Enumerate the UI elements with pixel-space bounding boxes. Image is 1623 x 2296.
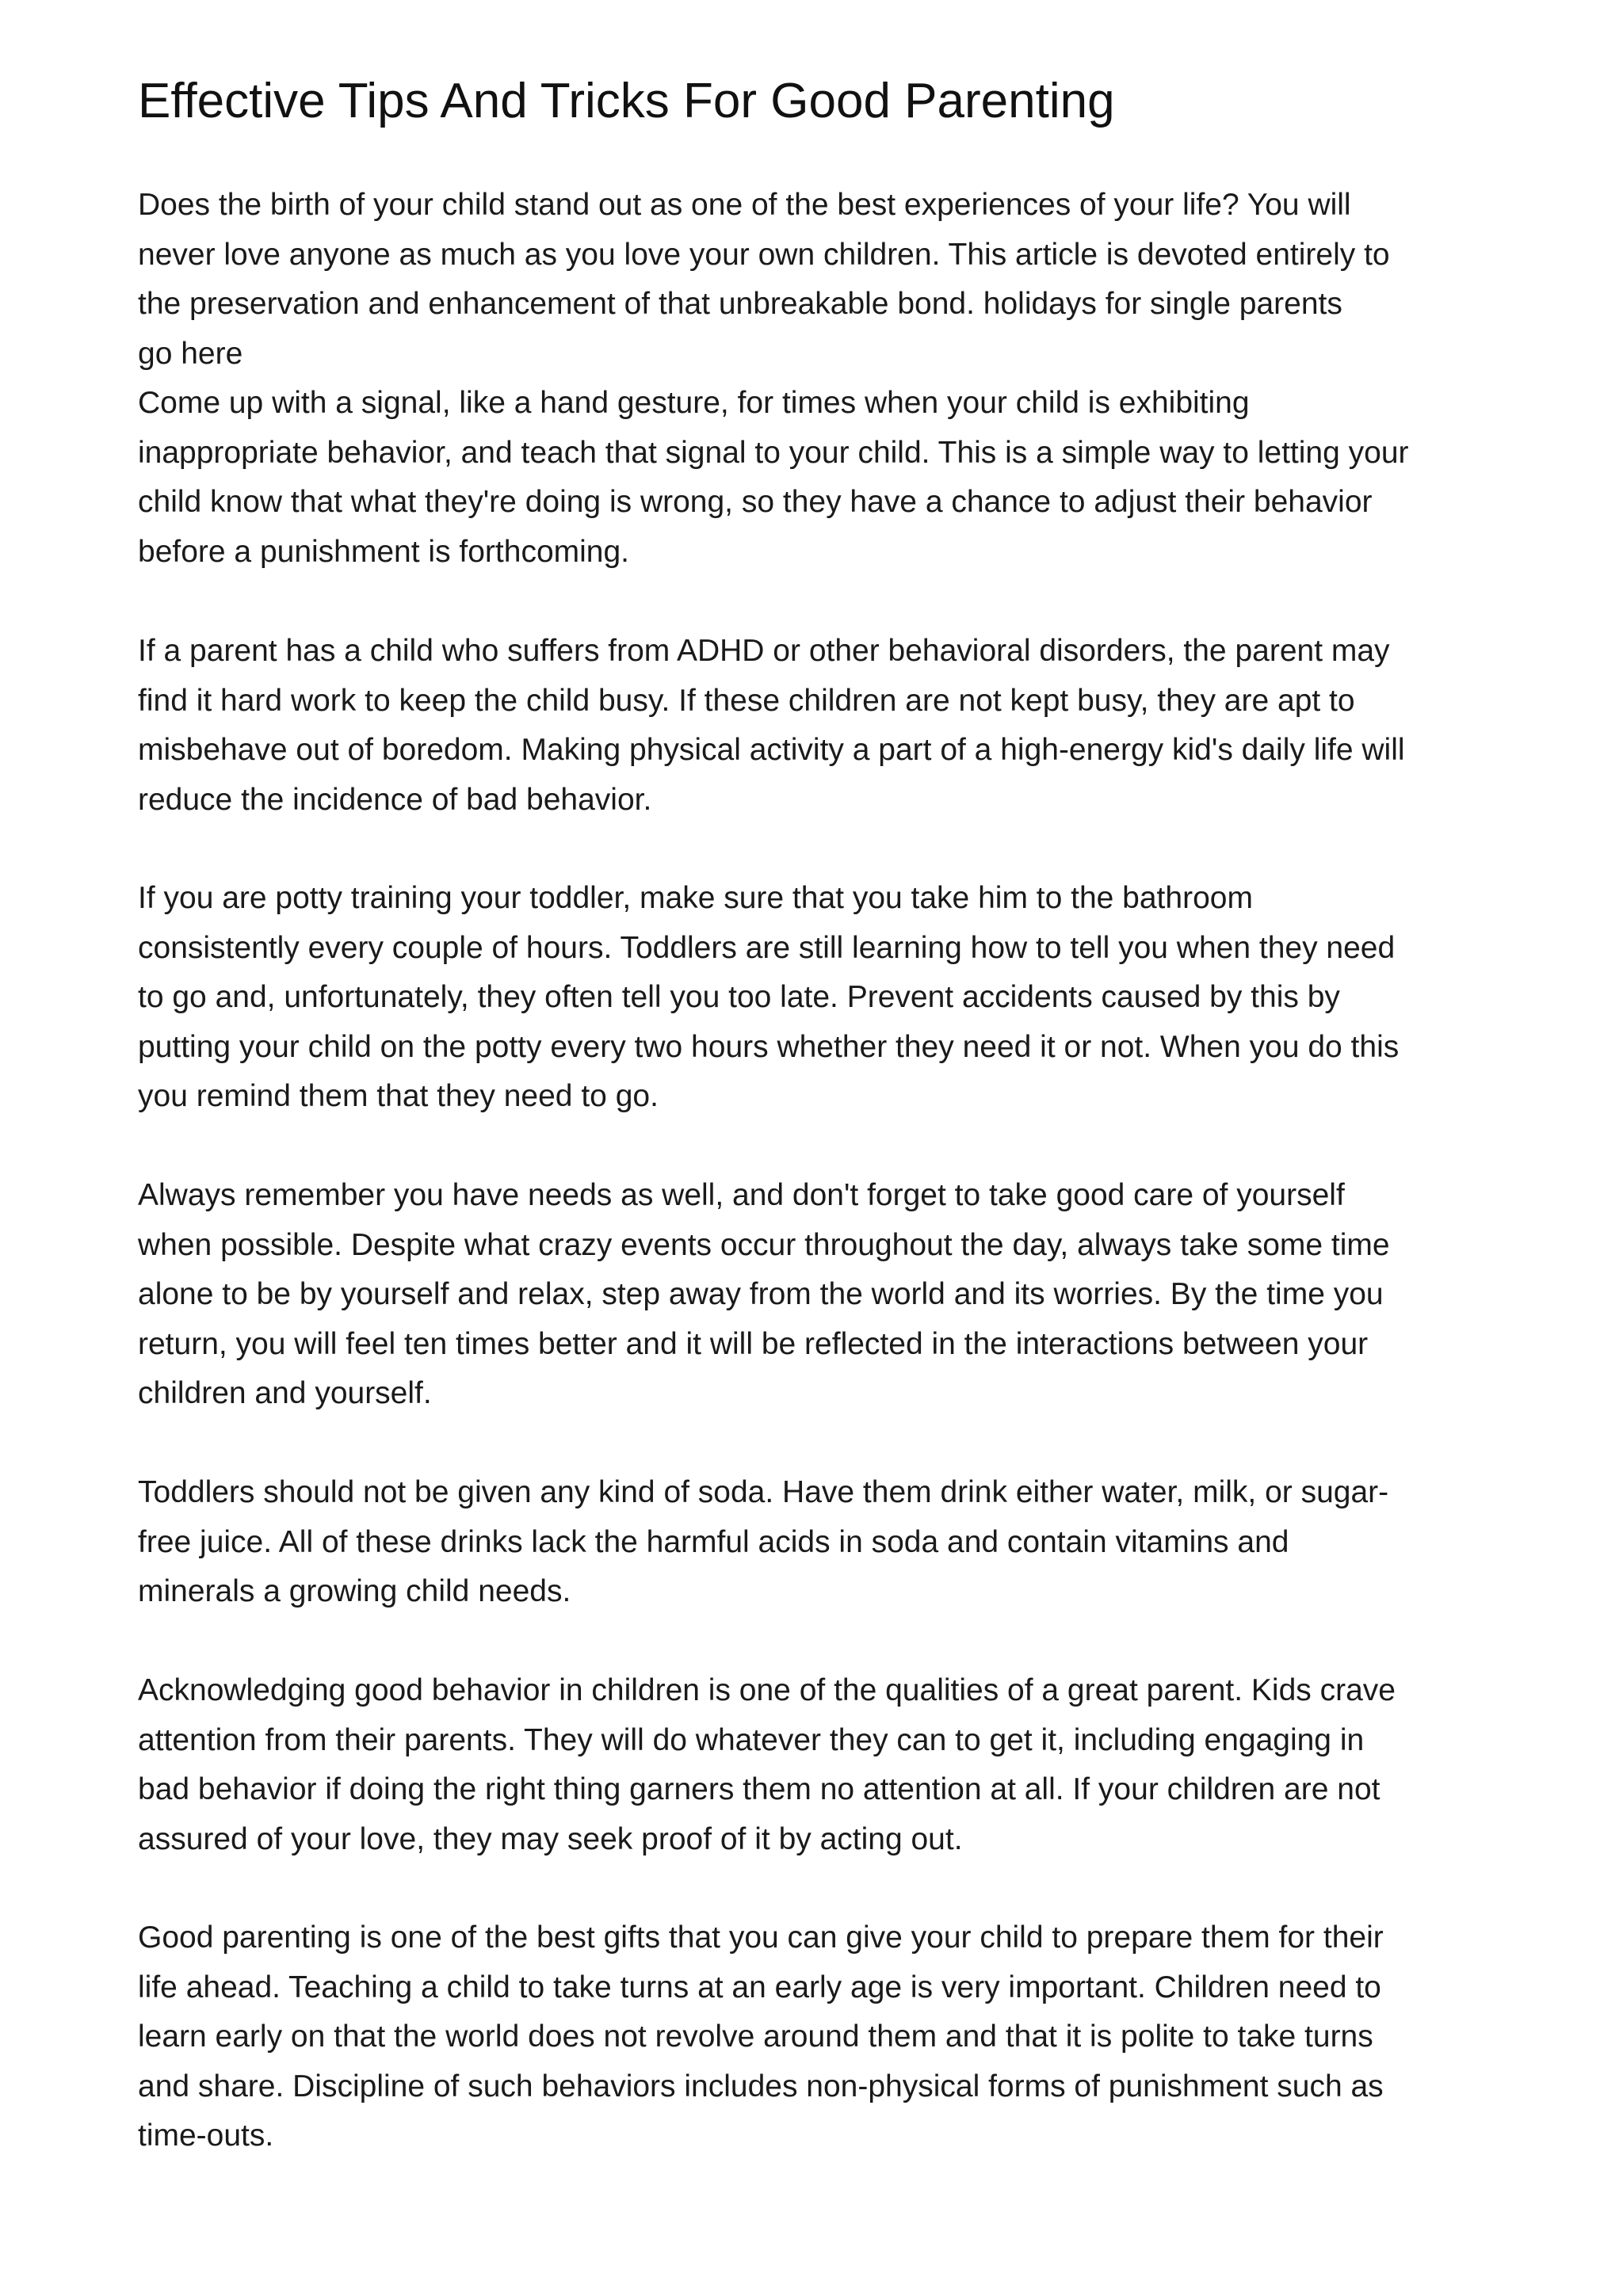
paragraph-line: If a parent has a child who suffers from ADHD or other behavioral disorders, the parent may xyxy=(138,634,1390,668)
paragraph-line: bad behavior if doing the right thing garners them no attention at all. If your children are not xyxy=(138,1772,1381,1806)
paragraph-line: alone to be by yourself and relax, step away from the world and its worries. By the time you xyxy=(138,1277,1384,1311)
paragraph-self-care xyxy=(138,1171,1390,1419)
paragraph-line: time-outs. xyxy=(138,2119,274,2153)
document-title: Effective Tips And Tricks For Good Parenting xyxy=(138,74,1115,128)
paragraph-line: Good parenting is one of the best gifts that you can give your child to prepare them for their xyxy=(138,1920,1384,1955)
paragraph-taking-turns xyxy=(138,1913,1384,2161)
paragraph-line: If you are potty training your toddler, make sure that you take him to the bathroom xyxy=(138,881,1253,915)
paragraph-line: minerals a growing child needs. xyxy=(138,1574,571,1608)
paragraph-line: find it hard work to keep the child busy. If these children are not kept busy, they are apt to xyxy=(138,683,1355,718)
paragraph-line: Always remember you have needs as well, and don't forget to take good care of yourself xyxy=(138,1178,1345,1212)
paragraph-line: the preservation and enhancement of that unbreakable bond. holidays for single parents xyxy=(138,287,1342,321)
paragraph-line: to go and, unfortunately, they often tell you too late. Prevent accidents caused by this by xyxy=(138,980,1340,1014)
paragraph-line: consistently every couple of hours. Toddlers are still learning how to tell you when they need xyxy=(138,930,1396,965)
paragraph-line: you remind them that they need to go. xyxy=(138,1079,659,1113)
paragraph-line: life ahead. Teaching a child to take turns at an early age is very important. Children need to xyxy=(138,1970,1381,2004)
paragraph-line: never love anyone as much as you love your own children. This article is devoted entirely to xyxy=(138,237,1390,272)
paragraph-line: assured of your love, they may seek proof of it by acting out. xyxy=(138,1821,963,1856)
paragraph-line: when possible. Despite what crazy events occur throughout the day, always take some time xyxy=(138,1227,1390,1262)
paragraph-line: misbehave out of boredom. Making physical activity a part of a high-energy kid's daily life will xyxy=(138,733,1405,767)
paragraph-line: children and yourself. xyxy=(138,1376,432,1410)
paragraph-line: attention from their parents. They will do whatever they can to get it, including engaging in xyxy=(138,1722,1365,1757)
paragraph-line: go here xyxy=(138,336,243,371)
paragraph-line: Acknowledging good behavior in children is one of the qualities of a great parent. Kids crave xyxy=(138,1673,1396,1707)
paragraph-line: before a punishment is forthcoming. xyxy=(138,534,630,569)
paragraph-line: reduce the incidence of bad behavior. xyxy=(138,782,652,817)
paragraph-line: return, you will feel ten times better and it will be reflected in the interactions between your xyxy=(138,1326,1369,1361)
paragraph-adhd xyxy=(138,627,1405,825)
paragraph-line: and share. Discipline of such behaviors includes non-physical forms of punishment such as xyxy=(138,2069,1384,2103)
paragraph-potty-training xyxy=(138,874,1399,1122)
paragraph-intro xyxy=(138,181,1409,577)
paragraph-line: child know that what they're doing is wrong, so they have a chance to adjust their behavior xyxy=(138,485,1373,519)
paragraph-line: putting your child on the potty every two hours whether they need it or not. When you do this xyxy=(138,1029,1400,1064)
paragraph-line: learn early on that the world does not revolve around them and that it is polite to take turns xyxy=(138,2019,1373,2054)
paragraph-line: free juice. All of these drinks lack the harmful acids in soda and contain vitamins and xyxy=(138,1524,1289,1559)
paragraph-soda xyxy=(138,1468,1388,1617)
paragraph-line: Come up with a signal, like a hand gesture, for times when your child is exhibiting xyxy=(138,386,1250,420)
paragraph-line: inappropriate behavior, and teach that signal to your child. This is a simple way to letting your xyxy=(138,435,1409,470)
paragraph-good-behavior xyxy=(138,1666,1396,1864)
paragraph-line: Toddlers should not be given any kind of soda. Have them drink either water, milk, or sugar- xyxy=(138,1475,1389,1509)
paragraph-line: Does the birth of your child stand out as one of the best experiences of your life? You will xyxy=(138,188,1351,222)
